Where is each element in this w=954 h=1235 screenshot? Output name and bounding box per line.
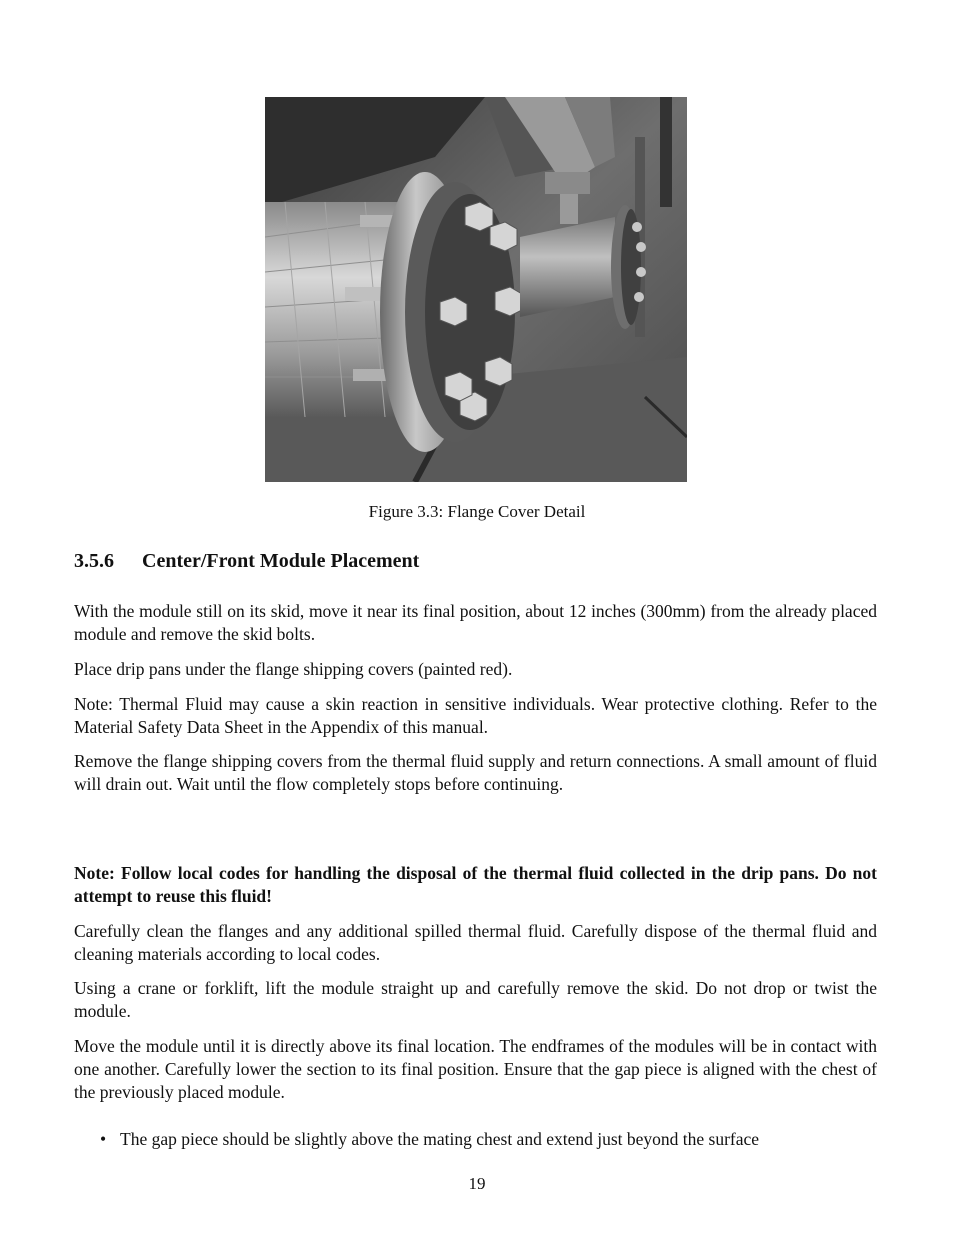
paragraph-skid-placement: With the module still on its skid, move it near its final position, about 12 inches (300mm) from the already placed module and remove the skid bolts.	[74, 601, 877, 644]
section-heading	[74, 550, 419, 573]
section-title: Center/Front Module Placement	[142, 550, 420, 572]
bullet-symbol: •	[100, 1129, 107, 1149]
bold-disposal-note: Note: Follow local codes for handling the disposal of the thermal fluid collected in the drip pans. Do not attempt to reuse this fluid!	[74, 863, 877, 906]
page-number: 19	[468, 1174, 486, 1193]
paragraph-safety-note: Note: Thermal Fluid may cause a skin reaction in sensitive individuals. Wear protective clothing. Refer to the Material Safety Data Sheet in the Appendix of this manual.	[74, 694, 877, 737]
paragraph-drip-pans: Place drip pans under the flange shipping covers (painted red).	[74, 659, 513, 679]
paragraph-remove-covers: Remove the flange shipping covers from the thermal fluid supply and return connections. A small amount of fluid will drain out. Wait until the flow completely stops before continuing.	[74, 751, 877, 794]
paragraph-clean-flanges: Carefully clean the flanges and any additional spilled thermal fluid. Carefully dispose of the thermal fluid and cleaning materials according to local codes.	[74, 921, 877, 964]
paragraph-lift-module: Using a crane or forklift, lift the module straight up and carefully remove the skid. Do not drop or twist the module.	[74, 978, 877, 1021]
figure-caption: Figure 3.3: Flange Cover Detail	[368, 502, 586, 521]
bullet-text: The gap piece should be slightly above the mating chest and extend just beyond the surface	[120, 1129, 760, 1149]
flange-cover-photo	[265, 97, 687, 482]
paragraph-lower-module: Move the module until it is directly above its final location. The endframes of the modules will be in contact with one another. Carefully lower the section to its final position. Ensure that the gap piece is aligned with the chest of the previously placed module.	[74, 1036, 877, 1102]
section-number: 3.5.6	[74, 550, 114, 572]
